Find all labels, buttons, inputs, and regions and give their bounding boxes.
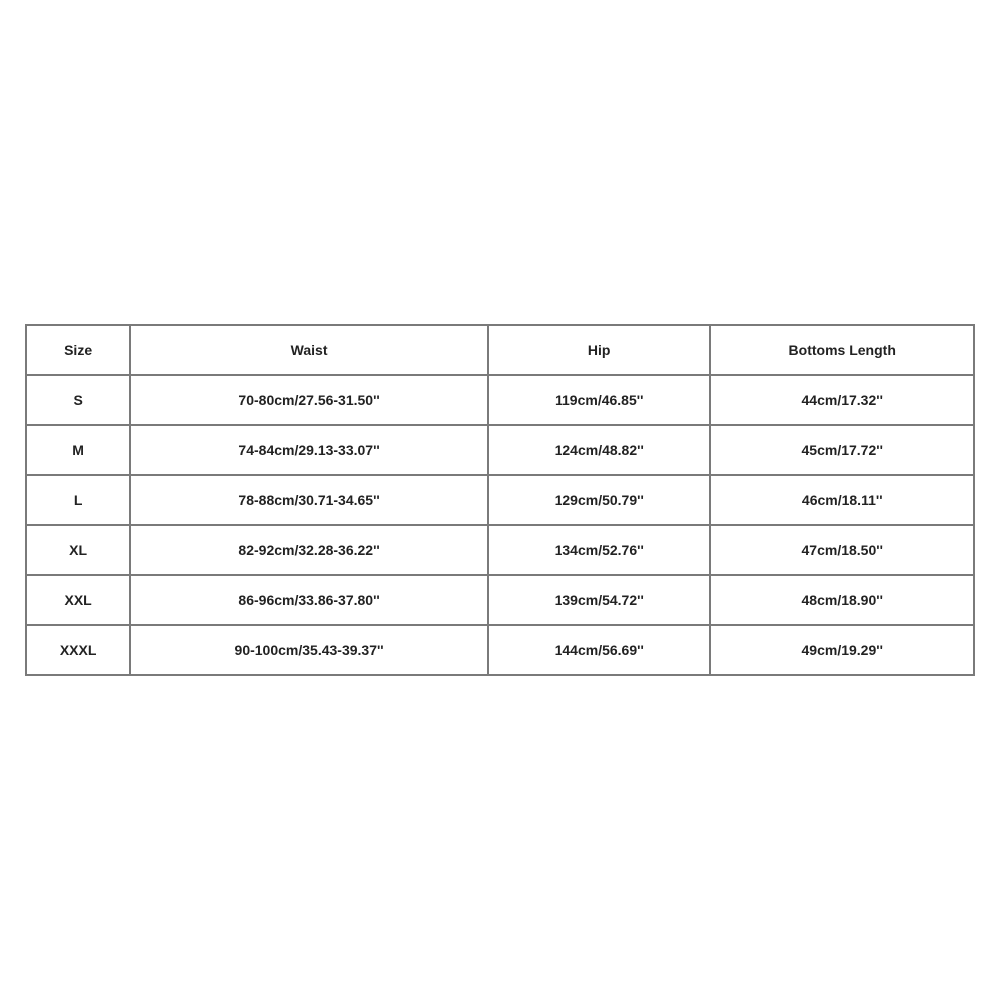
bottoms-length-cell: 47cm/18.50'' (710, 525, 974, 575)
table-row (26, 475, 974, 525)
header-waist: Waist (130, 325, 488, 375)
bottoms-length-cell: 45cm/17.72'' (710, 425, 974, 475)
header-size: Size (26, 325, 130, 375)
table-row (26, 425, 974, 475)
size-cell: M (26, 425, 130, 475)
size-cell: XXL (26, 575, 130, 625)
size-cell: XL (26, 525, 130, 575)
header-bottoms-length: Bottoms Length (710, 325, 974, 375)
hip-cell: 124cm/48.82'' (488, 425, 710, 475)
table-row (26, 575, 974, 625)
bottoms-length-cell: 49cm/19.29'' (710, 625, 974, 675)
waist-cell: 70-80cm/27.56-31.50'' (130, 375, 488, 425)
bottoms-length-cell: 46cm/18.11'' (710, 475, 974, 525)
table-row (26, 375, 974, 425)
waist-cell: 78-88cm/30.71-34.65'' (130, 475, 488, 525)
waist-cell: 86-96cm/33.86-37.80'' (130, 575, 488, 625)
hip-cell: 144cm/56.69'' (488, 625, 710, 675)
size-chart-table (25, 324, 975, 676)
waist-cell: 82-92cm/32.28-36.22'' (130, 525, 488, 575)
hip-cell: 134cm/52.76'' (488, 525, 710, 575)
header-hip: Hip (488, 325, 710, 375)
waist-cell: 90-100cm/35.43-39.37'' (130, 625, 488, 675)
size-cell: S (26, 375, 130, 425)
hip-cell: 139cm/54.72'' (488, 575, 710, 625)
bottoms-length-cell: 44cm/17.32'' (710, 375, 974, 425)
table-row (26, 525, 974, 575)
hip-cell: 119cm/46.85'' (488, 375, 710, 425)
header-row (26, 325, 974, 375)
size-cell: L (26, 475, 130, 525)
table-row (26, 625, 974, 675)
waist-cell: 74-84cm/29.13-33.07'' (130, 425, 488, 475)
bottoms-length-cell: 48cm/18.90'' (710, 575, 974, 625)
hip-cell: 129cm/50.79'' (488, 475, 710, 525)
size-cell: XXXL (26, 625, 130, 675)
